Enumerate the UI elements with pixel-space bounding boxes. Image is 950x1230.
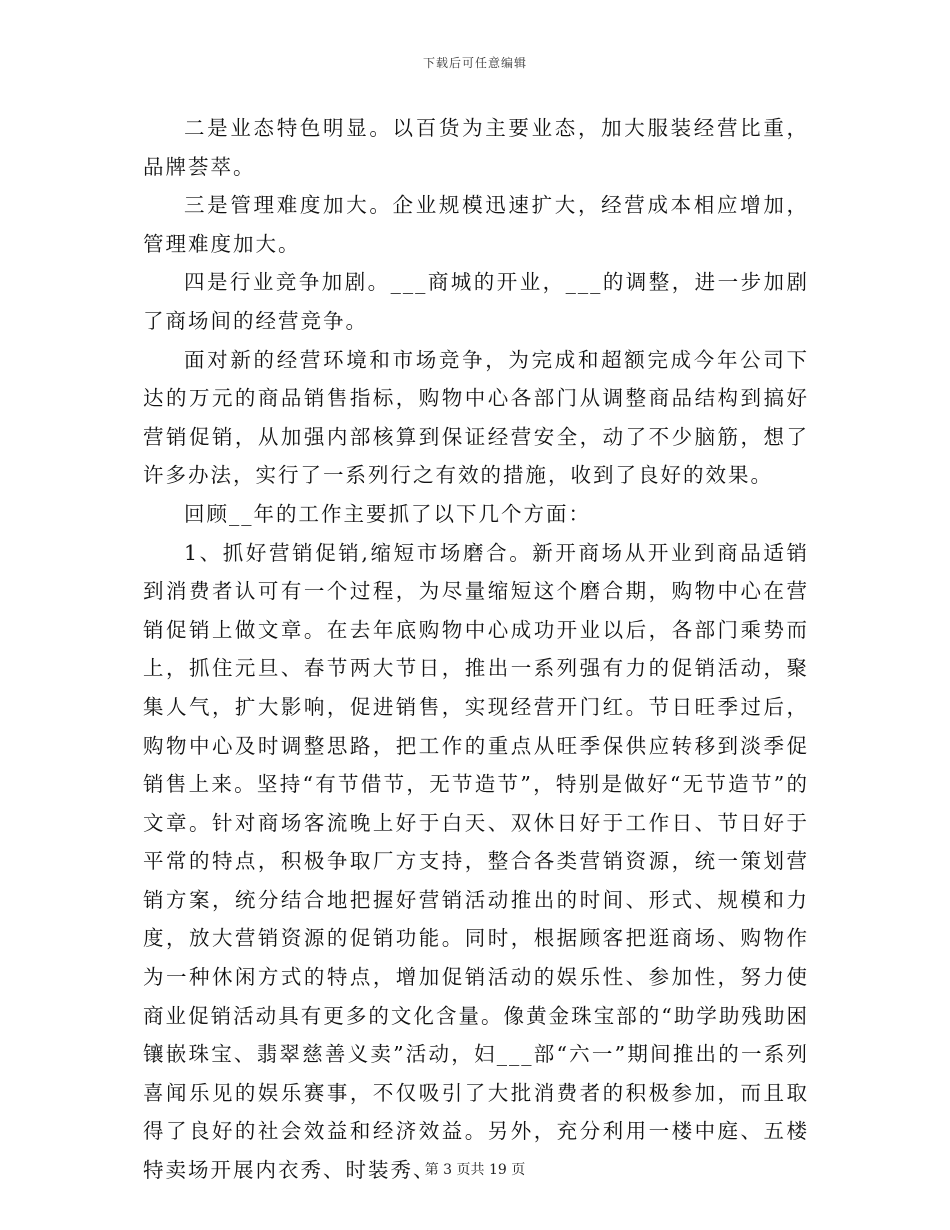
page-number: 第 3 页共 19 页 — [424, 1162, 526, 1178]
page-header-note: 下载后可任意编辑 — [422, 56, 527, 70]
paragraph: 面对新的经营环境和市场竞争，为完成和超额完成今年公司下达的万元的商品销售指标，购物中心各部门从调整商品结构到搞好营销促销，从加强内部核算到保证经营安全，动了不少脑筋，想了许多办法，实行了一系列行之有效的措施，收到了良好的效果。 — [143, 347, 809, 488]
document-body — [143, 109, 809, 1190]
paragraph: 回顾__年的工作主要抓了以下几个方面： — [184, 501, 591, 526]
paragraph: 1、抓好营销促销,缩短市场磨合。新开商场从开业到商品适销到消费者认可有一个过程，为尽量缩短这个磨合期，购物中心在营销促销上做文章。在去年底购物中心成功开业以后，各部门乘势而上，抓住元旦、春节两大节日，推出一系列强有力的促销活动，聚集人气，扩大影响，促进销售，实现经营开门红。节日旺季过后，购物中心及时调整思路，把工作的重点从旺季保供应转移到淡季促销售上来。坚持“有节借节，无节造节”，特别是做好“无节造节”的文章。针对商场客流晚上好于白天、双休日好于工作日、节日好于平常的特点，积极争取厂方支持，整合各类营销资源，统一策划营销方案，统分结合地把握好营销活动推出的时间、形式、规模和力度，放大营销资源的促销功能。同时，根据顾客把逛商场、购物作为一种休闲方式的特点，增加促销活动的娱乐性、参加性，努力使商业促销活动具有更多的文化含量。像黄金珠宝部的“助学助残助困镶嵌珠宝、翡翠慈善义卖”活动，妇___部“六一”期间推出的一系列喜闻乐见的娱乐赛事，不仅吸引了大批消费者的积极参加，而且取得了良好的社会效益和经济效益。另外，充分利用一楼中庭、五楼特卖场开展内衣秀、时装秀、 — [143, 540, 809, 1183]
paragraph: 二是业态特色明显。以百货为主要业态，加大服装经营比重，品牌荟萃。 — [143, 116, 809, 179]
paragraph: 四是行业竞争加剧。___商城的开业，___的调整，进一步加剧了商场间的经营竞争。 — [143, 270, 809, 333]
paragraph: 三是管理难度加大。企业规模迅速扩大，经营成本相应增加，管理难度加大。 — [143, 193, 809, 256]
